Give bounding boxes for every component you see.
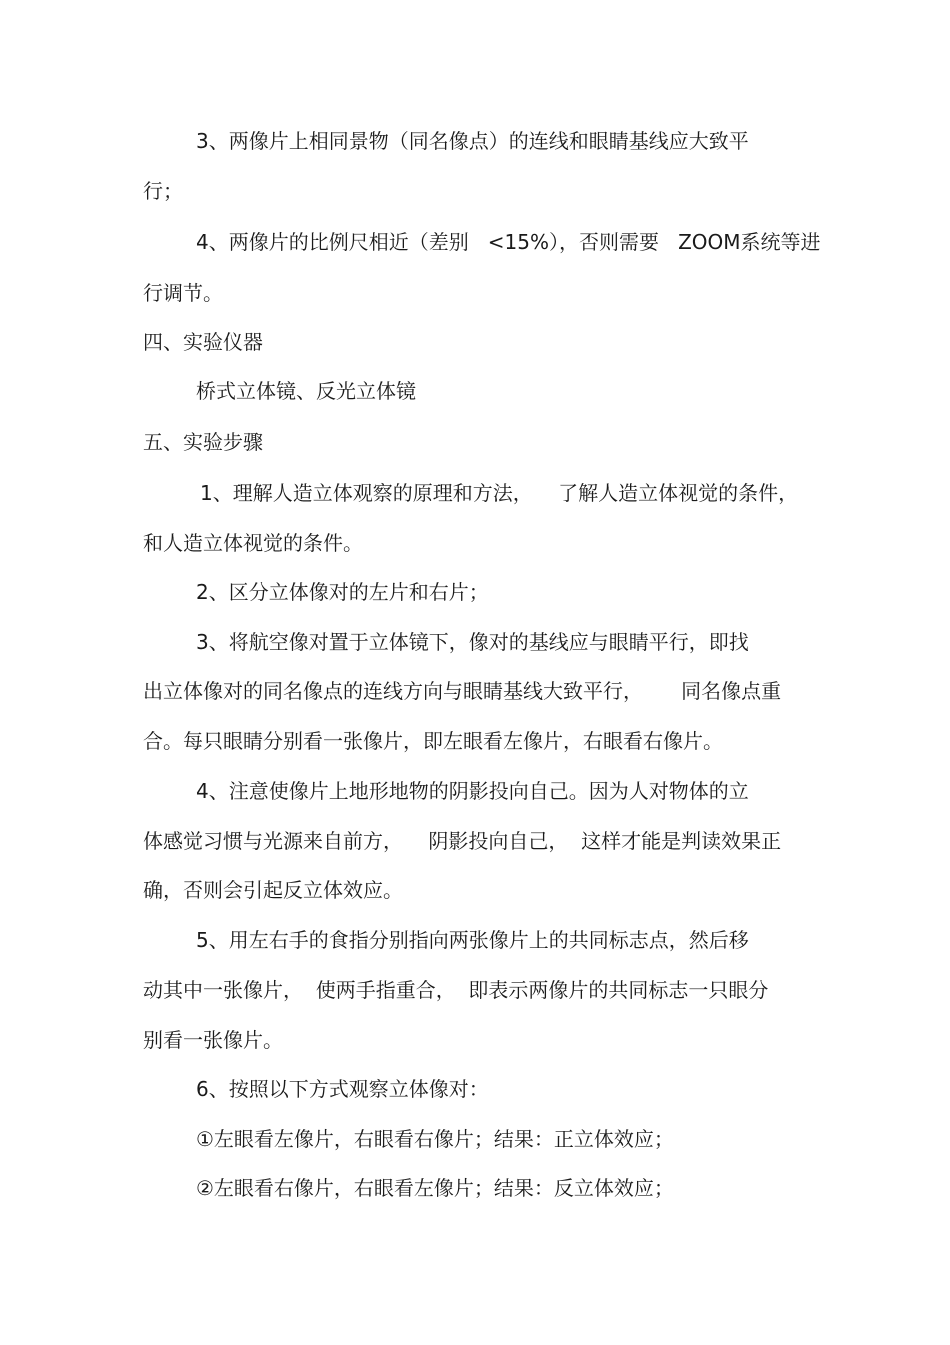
text-line-4: 行调节。 bbox=[143, 281, 223, 305]
section-heading-instruments: 四、实验仪器 bbox=[143, 330, 263, 354]
text-line-17: 5、用左右手的食指分别指向两张像片上的共同标志点，然后移 bbox=[196, 928, 749, 952]
text-line-8: 1、理解人造立体观察的原理和方法， 了解人造立体视觉的条件， bbox=[200, 481, 799, 505]
text-line-1: 3、两像片上相同景物（同名像点）的连线和眼睛基线应大致平 bbox=[196, 129, 749, 153]
text-line-19: 别看一张像片。 bbox=[143, 1028, 283, 1052]
text-line-6: 桥式立体镜、反光立体镜 bbox=[196, 379, 416, 403]
text-line-12: 出立体像对的同名像点的连线方向与眼睛基线大致平行， 同名像点重 bbox=[143, 679, 782, 703]
text-line-20: 6、按照以下方式观察立体像对： bbox=[196, 1077, 489, 1101]
section-heading-steps: 五、实验步骤 bbox=[143, 430, 263, 454]
text-line-18: 动其中一张像片， 使两手指重合， 即表示两像片的共同标志一只眼分 bbox=[143, 978, 769, 1002]
text-line-15: 体感觉习惯与光源来自前方， 阴影投向自己， 这样才能是判读效果正 bbox=[143, 829, 782, 853]
text-line-13: 合。每只眼睛分别看一张像片，即左眼看左像片，右眼看右像片。 bbox=[143, 729, 723, 753]
text-line-11: 3、将航空像对置于立体镜下，像对的基线应与眼睛平行，即找 bbox=[196, 630, 749, 654]
text-line-14: 4、注意使像片上地形地物的阴影投向自己。因为人对物体的立 bbox=[196, 779, 749, 803]
text-line-2: 行； bbox=[143, 179, 183, 203]
text-line-10: 2、区分立体像对的左片和右片； bbox=[196, 580, 489, 604]
text-line-3: 4、两像片的比例尺相近（差别 <15%），否则需要 ZOOM系统等进 bbox=[196, 230, 821, 254]
text-line-22: ②左眼看右像片，右眼看左像片；结果：反立体效应； bbox=[196, 1176, 674, 1200]
text-line-16: 确，否则会引起反立体效应。 bbox=[143, 878, 403, 902]
text-line-21: ①左眼看左像片，右眼看右像片；结果：正立体效应； bbox=[196, 1127, 674, 1151]
text-line-9: 和人造立体视觉的条件。 bbox=[143, 531, 363, 555]
